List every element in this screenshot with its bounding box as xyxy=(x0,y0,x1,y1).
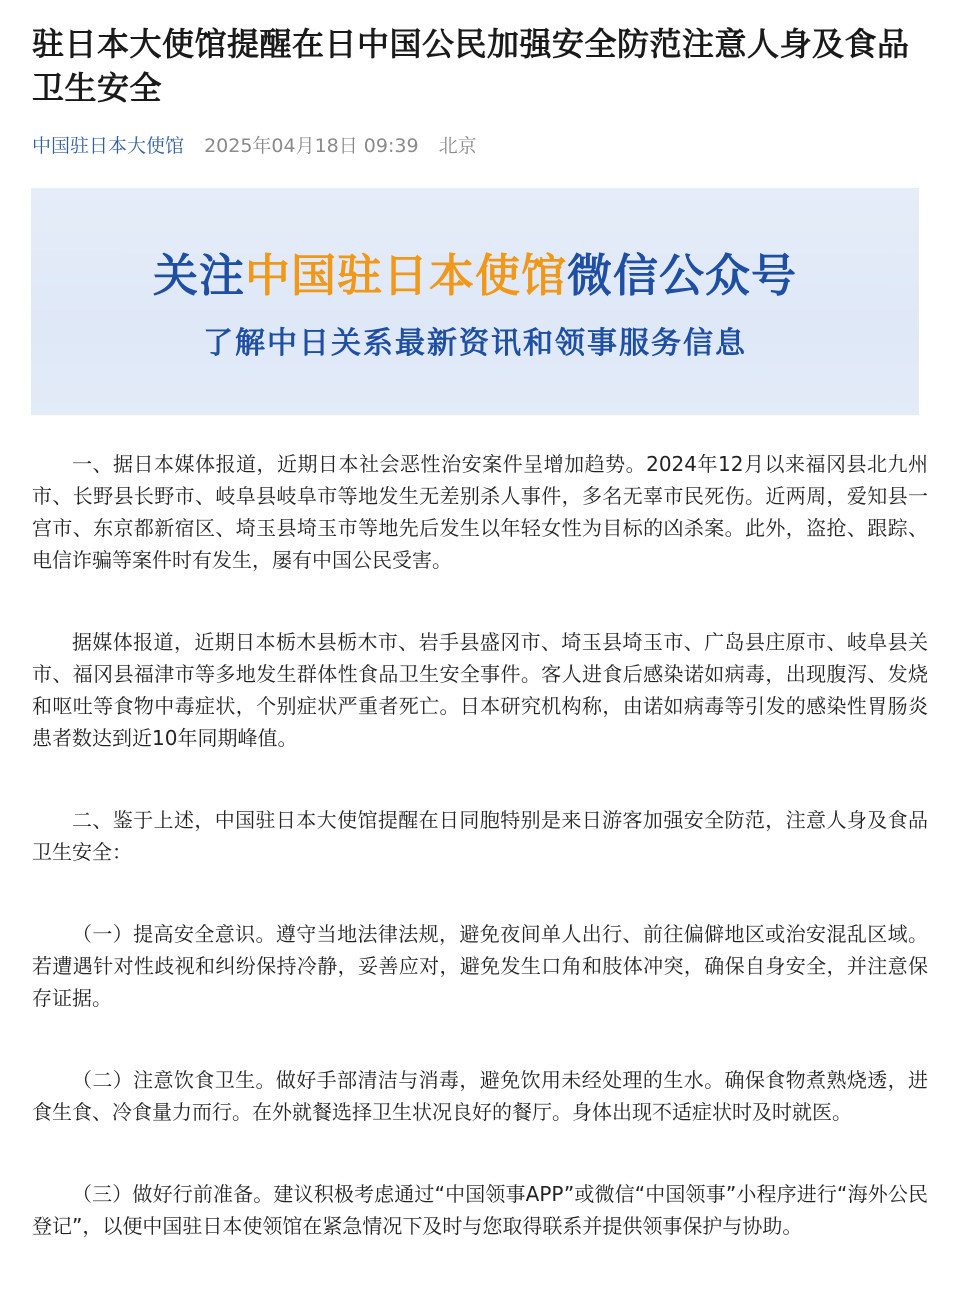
banner-headline-follow: 关注 xyxy=(152,249,245,302)
paragraph-security-trend: 一、据日本媒体报道，近期日本社会恶性治安案件呈增加趋势。2024年12月以来福冈县北九州市、长野县长野市、岐阜县岐阜市等地发生无差别杀人事件，多名无辜市民死伤。近两周，爱知县一宫市、东京都新宿区、埼玉县埼玉市等地先后发生以年轻女性为目标的凶杀案。此外，盗抢、跟踪、电信诈骗等案件时有发生，屡有中国公民受害。 xyxy=(32,452,928,572)
article-meta xyxy=(32,132,928,160)
paragraph-safety-awareness: （一）提高安全意识。遵守当地法律法规，避免夜间单人出行、前往偏僻地区或治安混乱区域。若遭遇针对性歧视和纠纷保持冷静，妥善应对，避免发生口角和肢体冲突，确保自身安全，并注意保存证据。 xyxy=(32,922,928,1010)
banner-headline xyxy=(31,248,919,304)
wechat-follow-banner[interactable] xyxy=(31,188,919,415)
paragraph-embassy-reminder: 二、鉴于上述，中国驻日本大使馆提醒在日同胞特别是来日游客加强安全防范，注意人身及食品卫生安全： xyxy=(32,808,928,864)
article-body xyxy=(32,448,928,1292)
article-location: 北京 xyxy=(438,135,477,157)
banner-headline-embassy: 中国驻日本使馆 xyxy=(244,249,567,302)
article-title: 驻日本大使馆提醒在日中国公民加强安全防范注意人身及食品卫生安全 xyxy=(32,25,910,107)
article-datetime: 2025年04月18日 09:39 xyxy=(204,135,419,157)
paragraph-travel-preparation: （三）做好行前准备。建议积极考虑通过“中国领事APP”或微信“中国领事”小程序进行“海外公民登记”，以便中国驻日本使领馆在紧急情况下及时与您取得联系并提供领事保护与协助。 xyxy=(32,1182,928,1238)
banner-headline-wechat: 微信公众号 xyxy=(567,249,798,302)
paragraph-food-safety-events: 据媒体报道，近期日本栃木县栃木市、岩手县盛冈市、埼玉县埼玉市、广岛县庄原市、岐阜县关市、福冈县福津市等多地发生群体性食品卫生安全事件。客人进食后感染诺如病毒，出现腹泻、发烧和呕吐等食物中毒症状，个别症状严重者死亡。日本研究机构称，由诺如病毒等引发的感染性胃肠炎患者数达到近10年同期峰值。 xyxy=(32,630,928,750)
paragraph-food-hygiene: （二）注意饮食卫生。做好手部清洁与消毒，避免饮用未经处理的生水。确保食物煮熟烧透，进食生食、冷食量力而行。在外就餐选择卫生状况良好的餐厅。身体出现不适症状时及时就医。 xyxy=(32,1068,928,1124)
article-source-link[interactable]: 中国驻日本大使馆 xyxy=(32,135,185,157)
banner-subline: 了解中日关系最新资讯和领事服务信息 xyxy=(203,326,747,361)
